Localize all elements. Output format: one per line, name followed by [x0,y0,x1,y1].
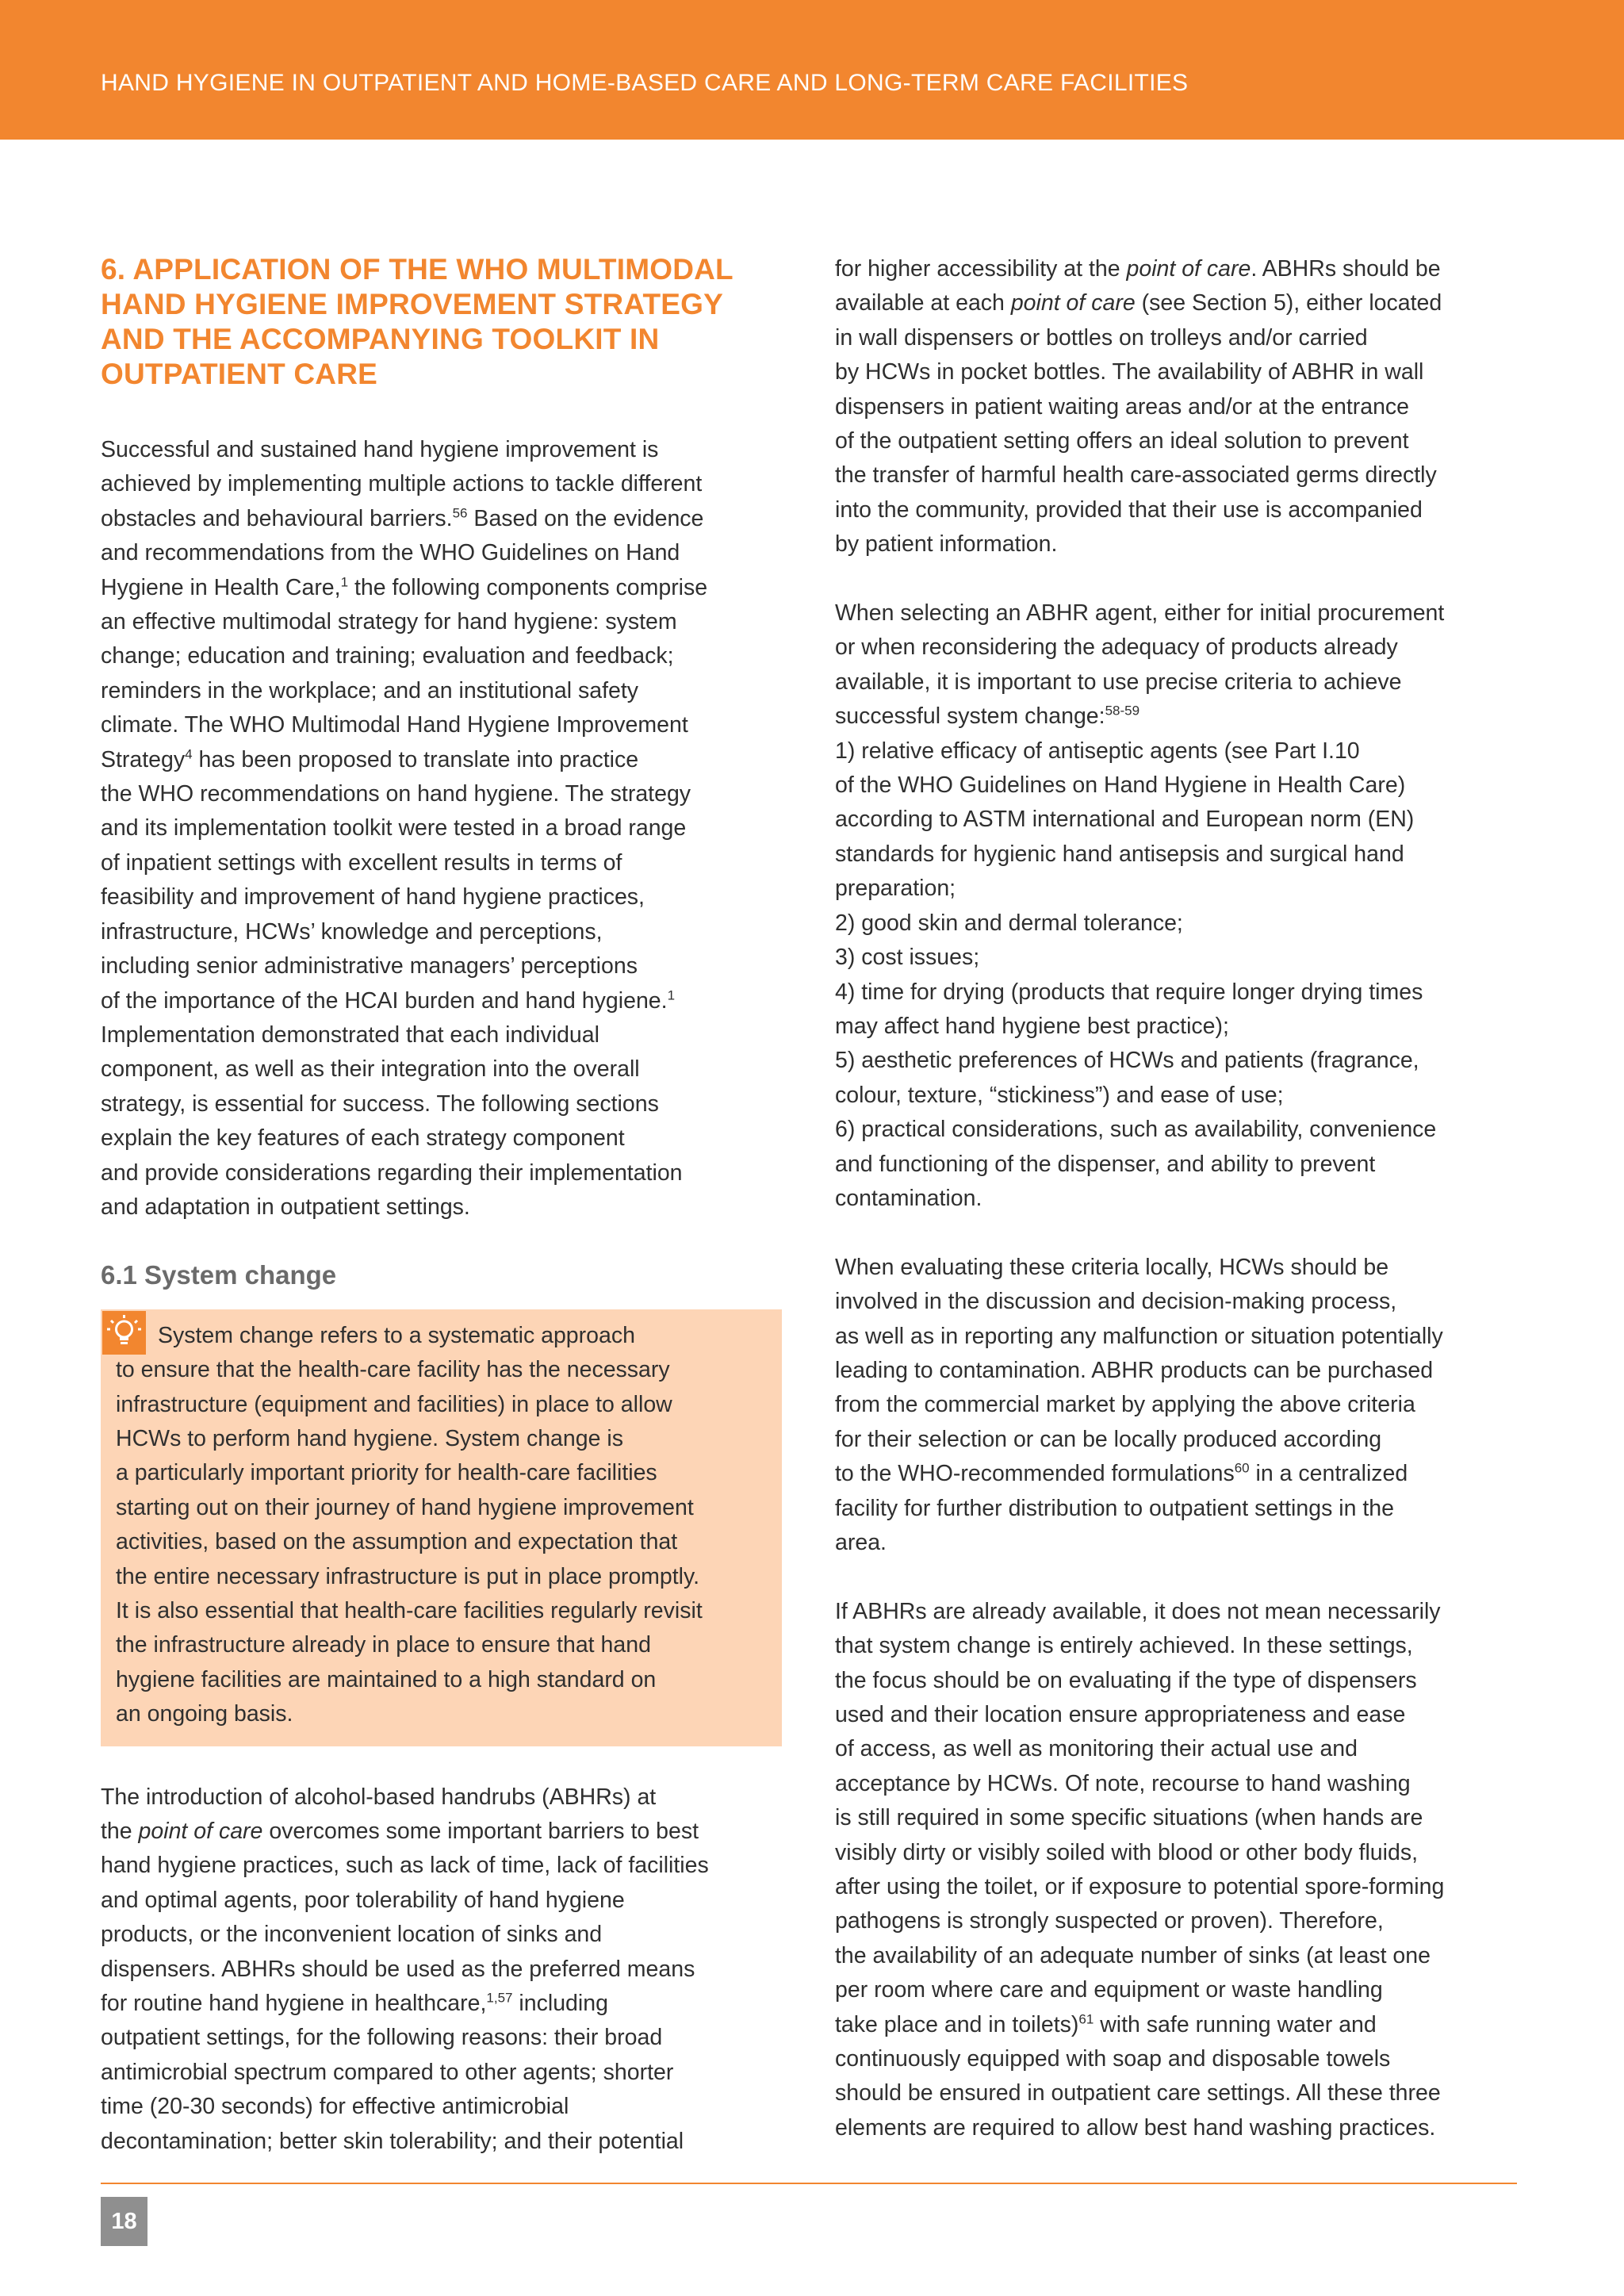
text-line: the availability of an adequate number of sinks (at least one [835,1942,1431,1968]
text-line: and functioning of the dispenser, and ability to prevent [835,1151,1376,1177]
text-line: preparation; [835,876,956,902]
text-line: area. [835,1530,887,1555]
text-line [101,1815,791,1849]
text-line: climate. The WHO Multimodal Hand Hygiene Improvement [101,712,688,738]
text-line: outpatient settings, for the following reasons: their broad [101,2025,663,2051]
text-line [101,743,791,777]
heading-line: 6. APPLICATION OF THE WHO MULTIMODAL [101,253,733,286]
text-line [835,1457,1525,1491]
text-line: an ongoing basis. [116,1701,293,1727]
list-item: 6) practical considerations, such as availability, convenience [835,1117,1437,1143]
text-line: per room where care and equipment or waste handling [835,1977,1383,2003]
heading-line: AND THE ACCOMPANYING TOOLKIT IN [101,323,660,355]
text-line: and recommendations from the WHO Guidelines on Hand [101,540,680,566]
text-line: in wall dispensers or bottles on trolleys and/or carried [835,324,1368,351]
text-line: starting out on their journey of hand hygiene improvement [116,1494,694,1520]
footnote-ref: 60 [1234,1460,1250,1476]
footnote-ref: 1 [340,574,349,590]
text-line: and adaptation in outpatient settings. [101,1194,470,1220]
text-line [101,571,791,605]
text-line: continuously equipped with soap and disposable towels [835,2046,1391,2072]
text-line: explain the key features of each strategy component [101,1125,625,1152]
text-span: . ABHRs should be [1251,256,1441,282]
text-line: and provide considerations regarding their implementation [101,1159,683,1186]
list-item: 5) aesthetic preferences of HCWs and patients (fragrance, [835,1048,1419,1074]
text-line: or when reconsidering the adequacy of products already [835,634,1398,661]
text-line: colour, texture, “stickiness”) and ease of use; [835,1082,1284,1108]
text-line: should be ensured in outpatient care settings. All these three [835,2080,1441,2106]
text-line: and optimal agents, poor tolerability of hand hygiene [101,1887,625,1913]
text-line: the focus should be on evaluating if the type of dispensers [835,1667,1417,1693]
text-line: change; education and training; evaluation and feedback; [101,643,674,669]
subsection-heading: 6.1 System change [101,1259,337,1290]
text-line: by HCWs in pocket bottles. The availability of ABHR in wall [835,359,1424,385]
text-line: infrastructure (equipment and facilities) in place to allow [116,1391,672,1417]
text-line: the entire necessary infrastructure is put in place promptly. [116,1563,700,1589]
text-span: Strategy [101,746,186,772]
footnote-ref: 61 [1078,2011,1094,2027]
text-line: the infrastructure already in place to ensure that hand [116,1632,651,1658]
text-line: is still required in some specific situations (when hands are [835,1805,1423,1831]
list-item: 4) time for drying (products that require longer drying times [835,979,1423,1005]
text-line: of the WHO Guidelines on Hand Hygiene in Health Care) [835,772,1406,799]
text-line [835,252,1525,286]
text-line: of the outpatient setting offers an ideal solution to prevent [835,428,1409,454]
text-line: and its implementation toolkit were tested in a broad range [101,815,687,841]
text-line: into the community, provided that their use is accompanied [835,496,1423,523]
text-line: available, it is important to use precise criteria to achieve [835,669,1402,695]
text-line: used and their location ensure appropriateness and ease [835,1702,1406,1728]
text-span: (see Section 5), either located [1135,290,1442,316]
text-line: Successful and sustained hand hygiene improvement is [101,437,659,462]
selection-criteria-paragraph [835,596,1525,1216]
running-header-title: HAND HYGIENE IN OUTPATIENT AND HOME-BASED CARE AND LONG-TERM CARE FACILITIES [101,70,1189,96]
text-span: in a centralized [1249,1461,1408,1487]
text-line: for their selection or can be locally produced according [835,1426,1382,1452]
text-line [116,1319,769,1353]
footnote-ref: 4 [185,746,193,762]
text-line [835,700,1525,734]
text-line: If ABHRs are already available, it does not mean necessarily [835,1598,1441,1624]
text-line: dispensers. ABHRs should be used as the preferred means [101,1956,695,1982]
text-span: the following components comprise [348,574,708,600]
text-line: achieved by implementing multiple actions to tackle different [101,471,703,497]
text-span: of the importance of the HCAI burden and hand hygiene. [101,987,668,1014]
right-column [835,252,1525,2180]
text-line: When selecting an ABHR agent, either for initial procurement [835,600,1445,627]
footnote-ref: 56 [452,505,468,521]
text-line: products, or the inconvenient location of sinks and [101,1922,603,1948]
text-span: obstacles and behavioural barriers. [101,505,453,531]
text-span: successful system change: [835,703,1105,730]
text-line: time (20-30 seconds) for effective antimicrobial [101,2094,569,2120]
text-span: has been proposed to translate into practice [192,746,639,772]
text-line: antimicrobial spectrum compared to other agents; shorter [101,2059,674,2085]
text-span: take place and in toilets) [835,2011,1079,2037]
text-line: infrastructure, HCWs’ knowledge and perceptions, [101,918,603,945]
text-line: hygiene facilities are maintained to a high standard on [116,1666,657,1692]
text-line: an effective multimodal strategy for hand hygiene: system [101,609,677,635]
emphasis: point of care [1010,290,1136,316]
lightbulb-icon [102,1311,146,1355]
footer-divider [101,2183,1517,2184]
text-line: The introduction of alcohol-based handrubs (ABHRs) at [101,1784,657,1810]
section-heading [101,252,791,392]
text-line: activities, based on the assumption and expectation that [116,1529,678,1555]
page-number-badge: 18 [101,2197,147,2246]
page-header-band [0,0,1624,140]
text-line: involved in the discussion and decision-making process, [835,1289,1397,1315]
heading-line: OUTPATIENT CARE [101,358,378,390]
text-span: Based on the evidence [467,505,704,531]
text-span: System change refers to a systematic approach [158,1322,635,1348]
text-line: It is also essential that health-care facilities regularly revisit [116,1597,703,1623]
text-span: for routine hand hygiene in healthcare, [101,1991,487,2017]
emphasis: point of care [1126,256,1251,282]
text-line: component, as well as their integration into the overall [101,1056,640,1083]
text-line: of inpatient settings with excellent results in terms of [101,849,622,876]
text-line [101,502,791,536]
intro-paragraph [101,433,791,1225]
footnote-ref: 1 [667,987,676,1002]
text-line: Implementation demonstrated that each individual [101,1022,599,1048]
text-line: after using the toilet, or if exposure to potential spore-forming [835,1874,1445,1900]
text-line: according to ASTM international and European norm (EN) [835,807,1415,833]
heading-line: HAND HYGIENE IMPROVEMENT STRATEGY [101,288,724,320]
text-line: dispensers in patient waiting areas and/or at the entrance [835,393,1410,420]
text-span: for higher accessibility at the [835,256,1127,282]
footnote-ref: 1,57 [486,1990,513,2006]
text-line [835,2008,1525,2042]
text-line: leading to contamination. ABHR products can be purchased [835,1357,1434,1383]
left-column [101,252,791,2193]
text-line: the WHO recommendations on hand hygiene. The strategy [101,781,691,807]
system-change-callout [101,1309,782,1746]
text-line: a particularly important priority for health-care facilities [116,1460,657,1486]
text-line: may affect hand hygiene best practice); [835,1013,1229,1039]
text-line: as well as in reporting any malfunction or situation potentially [835,1323,1443,1349]
text-span: available at each [835,290,1011,316]
abhr-intro-paragraph [101,1780,791,2159]
text-line: by patient information. [835,531,1058,558]
text-line: pathogens is strongly suspected or proven). Therefore, [835,1908,1384,1934]
text-span: to the WHO-recommended formulations [835,1461,1235,1487]
text-line: reminders in the workplace; and an institutional safety [101,677,639,703]
text-line: visibly dirty or visibly soiled with blood or other body fluids, [835,1839,1418,1865]
list-item: 3) cost issues; [835,945,980,971]
accessibility-paragraph [835,252,1525,562]
text-line: HCWs to perform hand hygiene. System change is [116,1425,623,1451]
evaluation-paragraph [835,1251,1525,1561]
text-line: hand hygiene practices, such as lack of time, lack of facilities [101,1853,709,1879]
text-span: Hygiene in Health Care, [101,574,341,600]
text-span: with safe running water and [1094,2011,1377,2037]
text-span: overcomes some important barriers to best [262,1819,699,1845]
footnote-ref: 58-59 [1105,703,1140,719]
text-span: including [512,1991,608,2017]
text-line: feasibility and improvement of hand hygiene practices, [101,884,645,910]
emphasis: point of care [138,1819,263,1845]
text-line: from the commercial market by applying the above criteria [835,1392,1415,1418]
handwashing-paragraph [835,1595,1525,2146]
text-line: standards for hygienic hand antisepsis and surgical hand [835,841,1404,867]
text-line: acceptance by HCWs. Of note, recourse to hand washing [835,1770,1411,1796]
text-line [101,1987,791,2021]
text-line [835,286,1525,320]
text-line: that system change is entirely achieved. In these settings, [835,1633,1413,1659]
text-line [101,984,791,1018]
list-item: 1) relative efficacy of antiseptic agents (see Part I.10 [835,738,1360,764]
text-line: decontamination; better skin tolerability; and their potential [101,2128,684,2154]
text-line: elements are required to allow best hand washing practices. [835,2114,1436,2141]
text-line: of access, as well as monitoring their actual use and [835,1736,1358,1762]
text-line: including senior administrative managers’ perceptions [101,953,638,979]
callout-text [116,1319,769,1732]
text-line: strategy, is essential for success. The following sections [101,1091,659,1117]
list-item: 2) good skin and dermal tolerance; [835,910,1183,936]
text-line: contamination. [835,1185,982,1211]
text-span: the [101,1819,139,1845]
text-line: the transfer of harmful health care-associated germs directly [835,462,1437,489]
text-line: When evaluating these criteria locally, HCWs should be [835,1254,1389,1280]
text-line: to ensure that the health-care facility has the necessary [116,1357,670,1383]
text-line: facility for further distribution to outpatient settings in the [835,1495,1394,1521]
